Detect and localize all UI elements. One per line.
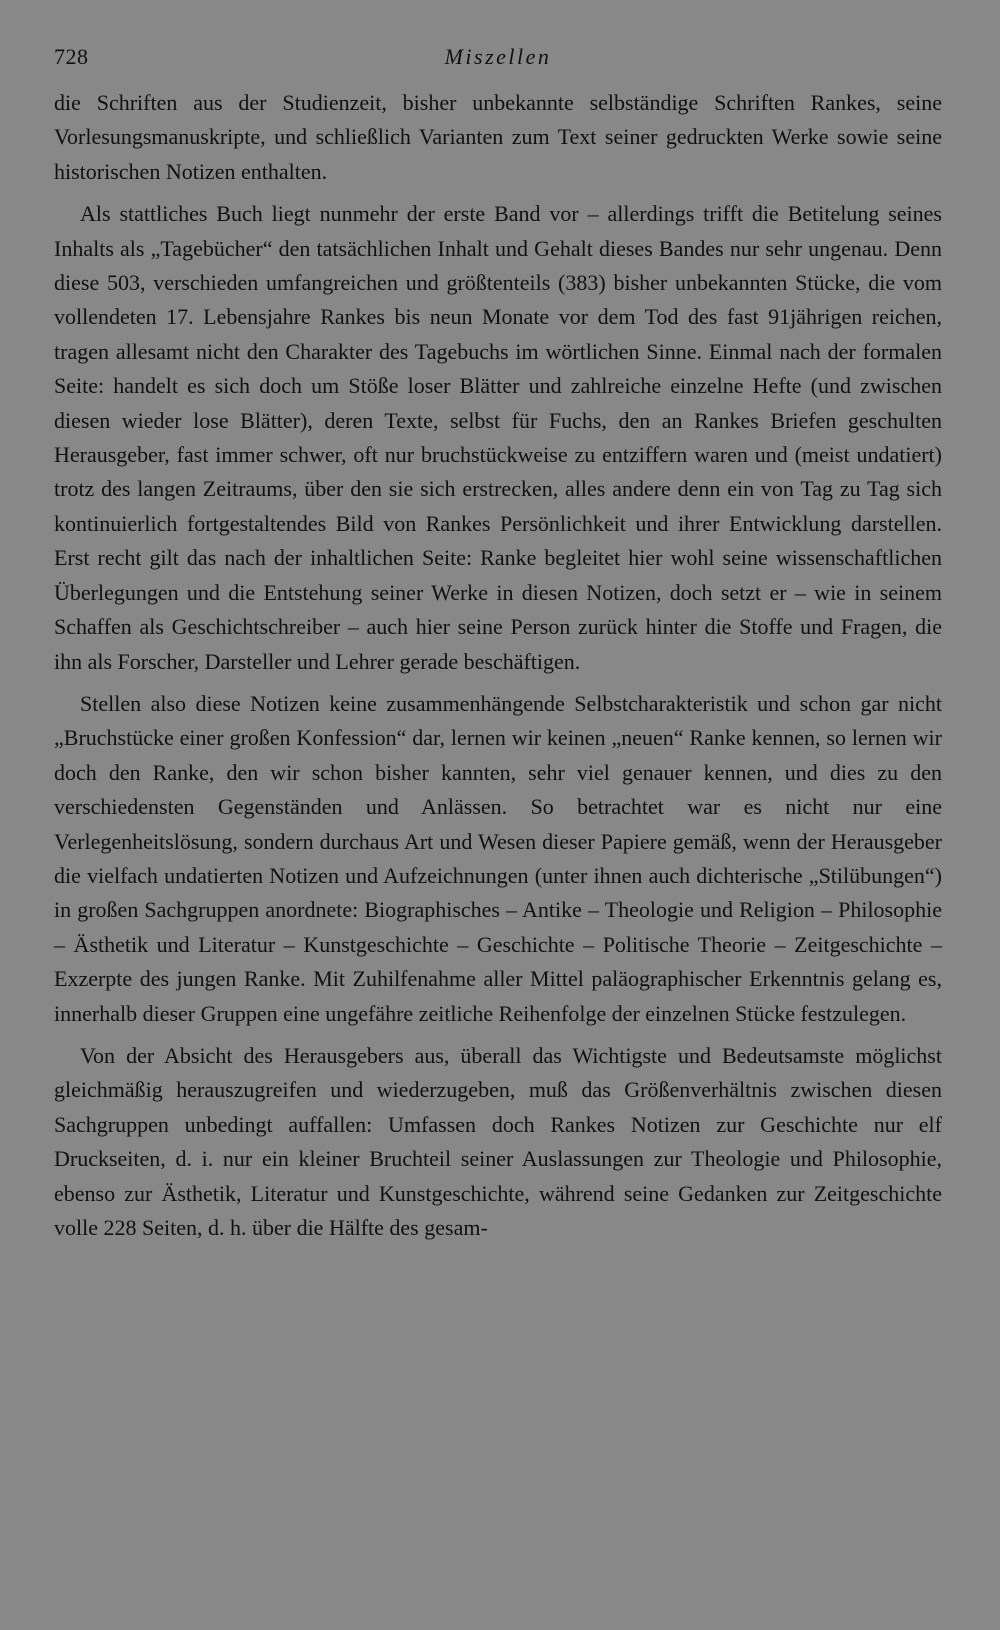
- paragraph: Als stattliches Buch liegt nunmehr der erste Band vor – allerdings trifft die Betitelung seines Inhalts als „Tagebücher“ den tatsächlichen Inhalt und Gehalt dieses Bandes nur sehr ungenau. Denn diese 503, verschieden umfangreichen und größtenteils (383) bisher unbekannten Stücke, die vom vollendeten 17. Lebensjahre Rankes bis neun Monate vor dem Tod des fast 91jährigen reichen, tragen allesamt nicht den Charakter des Tagebuchs im wörtlichen Sinne. Einmal nach der formalen Seite: handelt es sich doch um Stöße loser Blätter und zahlreiche einzelne Hefte (und zwischen diesen wieder lose Blätter), deren Texte, selbst für Fuchs, den an Rankes Briefen geschulten Herausgeber, fast immer schwer, oft nur bruchstückweise zu entziffern waren und (meist undatiert) trotz des langen Zeitraums, über den sie sich erstrecken, alles andere denn ein von Tag zu Tag sich kontinuierlich fortgestaltendes Bild von Rankes Persönlichkeit und ihrer Entwicklung darstellen. Erst recht gilt das nach der inhaltlichen Seite: Ranke begleitet hier wohl seine wissenschaftlichen Überlegungen und die Entstehung seiner Werke in diesen Notizen, doch setzt er – wie in seinem Schaffen als Geschichtschreiber – auch hier seine Person zurück hinter die Stoffe und Fragen, die ihn als Forscher, Darsteller und Lehrer gerade beschäftigen.: [54, 201, 942, 674]
- page-header: [54, 38, 942, 78]
- paragraph: Von der Absicht des Herausgebers aus, überall das Wichtigste und Bedeutsamste möglichst gleichmäßig herauszugreifen und wiederzugeben, muß das Größenverhältnis zwischen diesen Sachgruppen unbedingt auffallen: Umfassen doch Rankes Notizen zur Geschichte nur elf Druckseiten, d. i. nur ein kleiner Bruchteil seiner Auslassungen zur Theologie und Philosophie, ebenso zur Ästhetik, Literatur und Kunstgeschichte, während seine Gedanken zur Zeitgeschichte volle 228 Seiten, d. h. über die Hälfte des gesam-: [54, 1042, 942, 1240]
- paragraph: Stellen also diese Notizen keine zusammenhängende Selbstcharakteristik und schon gar nicht „Bruchstücke einer großen Konfession“ dar, lernen wir keinen „neuen“ Ranke kennen, so lernen wir doch den Ranke, den wir schon bisher kannten, sehr viel genauer kennen, und dies zu den verschiedensten Gegenständen und Anlässen. So betrachtet war es nicht nur eine Verlegenheitslösung, sondern durchaus Art und Wesen dieser Papiere gemäß, wenn der Herausgeber die vielfach undatierten Notizen und Aufzeichnungen (unter ihnen auch dichterische „Stilübungen“) in großen Sachgruppen anordnete: Biographisches – Antike – Theologie und Religion – Philosophie – Ästhetik und Literatur – Kunstgeschichte – Geschichte – Politische Theorie – Zeitgeschichte – Exzerpte des jungen Ranke. Mit Zuhilfenahme aller Mittel paläographischer Erkenntnis gelang es, innerhalb dieser Gruppen eine ungefähre zeitliche Reihenfolge der einzelnen Stücke festzulegen.: [54, 690, 942, 1026]
- running-title: Miszellen: [444, 44, 552, 69]
- page-number: 728: [54, 44, 89, 69]
- body-text: [54, 86, 942, 1245]
- paragraph-continuation: die Schriften aus der Studienzeit, bisher unbekannte selbständige Schriften Rankes, seine Vorlesungsmanuskripte, und schließlich Varianten zum Text seiner gedruckten Werke sowie seine historischen Notizen enthalten.: [54, 90, 942, 184]
